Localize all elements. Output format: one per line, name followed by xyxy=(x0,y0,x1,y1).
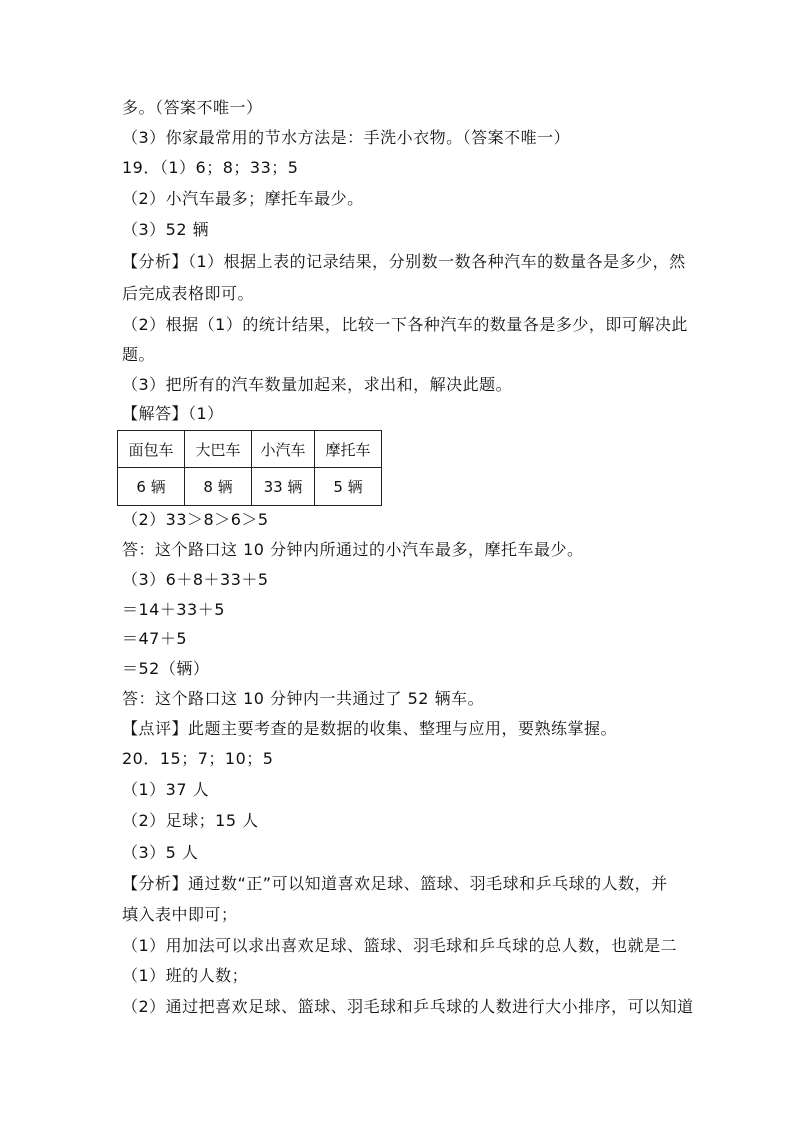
table-cell: 6 辆 xyxy=(118,468,185,506)
table-row xyxy=(118,468,382,506)
text-line: （2）根据（1）的统计结果，比较一下各种汽车的数量各是多少，即可解决此 xyxy=(122,315,688,334)
equation-line: ＝14＋33＋5 xyxy=(122,600,225,619)
table-header-cell: 面包车 xyxy=(118,431,185,468)
table-cell: 33 辆 xyxy=(252,468,315,506)
comment-line: 【点评】此题主要考查的是数据的收集、整理与应用，要熟练掌握。 xyxy=(122,719,618,738)
text-line: （2）足球；15 人 xyxy=(122,811,259,830)
text-line: （1）班的人数； xyxy=(122,966,249,985)
text-line: 题。 xyxy=(122,345,156,364)
table-header-cell: 大巴车 xyxy=(185,431,252,468)
equation-line: （3）6＋8＋33＋5 xyxy=(122,570,269,589)
table-header-cell: 小汽车 xyxy=(252,431,315,468)
text-line: （2）通过把喜欢足球、篮球、羽毛球和乒乓球的人数进行大小排序，可以知道 xyxy=(122,997,694,1016)
answer-line: 答：这个路口这 10 分钟内所通过的小汽车最多，摩托车最少。 xyxy=(122,540,584,559)
text-line: （2）33＞8＞6＞5 xyxy=(122,510,269,529)
analysis-paragraph: 【分析】（1）根据上表的记录结果，分别数一数各种汽车的数量各是多少，然 xyxy=(122,252,686,271)
text-line: （3）5 人 xyxy=(122,843,199,862)
answer-line: 答：这个路口这 10 分钟内一共通过了 52 辆车。 xyxy=(122,689,485,708)
analysis-paragraph: 【分析】通过数“正”可以知道喜欢足球、篮球、羽毛球和乒乓球的人数，并 xyxy=(122,874,668,893)
text-line: （1）37 人 xyxy=(122,780,210,799)
text-line: 填入表中即可； xyxy=(122,905,238,924)
solution-heading: 【解答】（1） xyxy=(122,404,224,423)
vehicle-count-table xyxy=(117,430,382,506)
table-header-row xyxy=(118,431,382,468)
table-cell: 8 辆 xyxy=(185,468,252,506)
question-20-answer: 20．15；7；10；5 xyxy=(122,749,274,768)
text-line: 后完成表格即可。 xyxy=(122,284,255,303)
text-line: （3）把所有的汽车数量加起来，求出和，解决此题。 xyxy=(122,375,513,394)
equation-line: ＝52（辆） xyxy=(122,659,210,678)
table-header-cell: 摩托车 xyxy=(315,431,382,468)
question-19-answer: 19．（1）6；8；33；5 xyxy=(122,158,299,177)
equation-line: ＝47＋5 xyxy=(122,629,188,648)
text-line: （3）52 辆 xyxy=(122,220,210,239)
table-cell: 5 辆 xyxy=(315,468,382,506)
text-line: 多。（答案不唯一） xyxy=(122,98,263,117)
text-line: （3）你家最常用的节水方法是：手洗小衣物。（答案不唯一） xyxy=(122,128,571,147)
text-line: （2）小汽车最多；摩托车最少。 xyxy=(122,189,364,208)
text-line: （1）用加法可以求出喜欢足球、篮球、羽毛球和乒乓球的总人数，也就是二 xyxy=(122,936,678,955)
